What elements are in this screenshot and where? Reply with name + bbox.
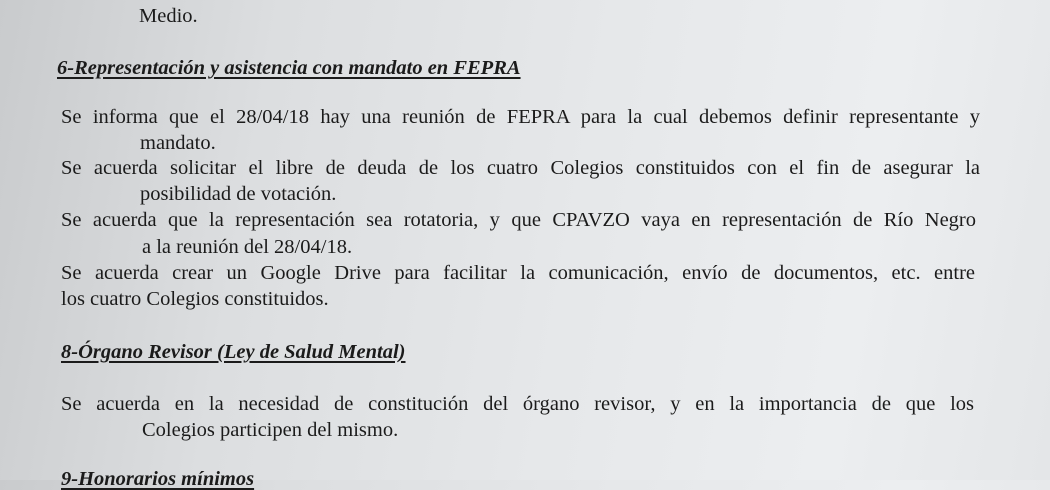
section-6-paragraph-1-line-2: mandato. bbox=[140, 132, 216, 154]
section-8-heading: 8-Órgano Revisor (Ley de Salud Mental) bbox=[61, 341, 406, 363]
section-6-paragraph-2-line-2: posibilidad de votación. bbox=[140, 183, 337, 205]
section-6-paragraph-2-line-1: Se acuerda solicitar el libre de deuda de los cuatro Colegios constituidos con el fin de asegurar la bbox=[61, 157, 980, 179]
carryover-line: Medio. bbox=[139, 5, 198, 27]
section-6-paragraph-4-line-2: los cuatro Colegios constituidos. bbox=[61, 288, 329, 310]
section-6-paragraph-1-line-1: Se informa que el 28/04/18 hay una reunión de FEPRA para la cual debemos definir representante y bbox=[61, 106, 980, 128]
section-9-heading: 9-Honorarios mínimos bbox=[61, 468, 255, 490]
section-6-paragraph-3-line-1: Se acuerda que la representación sea rotatoria, y que CPAVZO vaya en representación de Río Negro bbox=[61, 209, 976, 231]
section-6-heading: 6-Representación y asistencia con mandato en FEPRA bbox=[57, 57, 521, 79]
section-8-paragraph-1-line-1: Se acuerda en la necesidad de constitución del órgano revisor, y en la importancia de que los bbox=[61, 393, 974, 415]
section-6-paragraph-3-line-2: a la reunión del 28/04/18. bbox=[142, 236, 353, 258]
section-8-paragraph-1-line-2: Colegios participen del mismo. bbox=[142, 419, 399, 441]
section-6-paragraph-4-line-1: Se acuerda crear un Google Drive para facilitar la comunicación, envío de documentos, etc. entre bbox=[61, 262, 975, 284]
